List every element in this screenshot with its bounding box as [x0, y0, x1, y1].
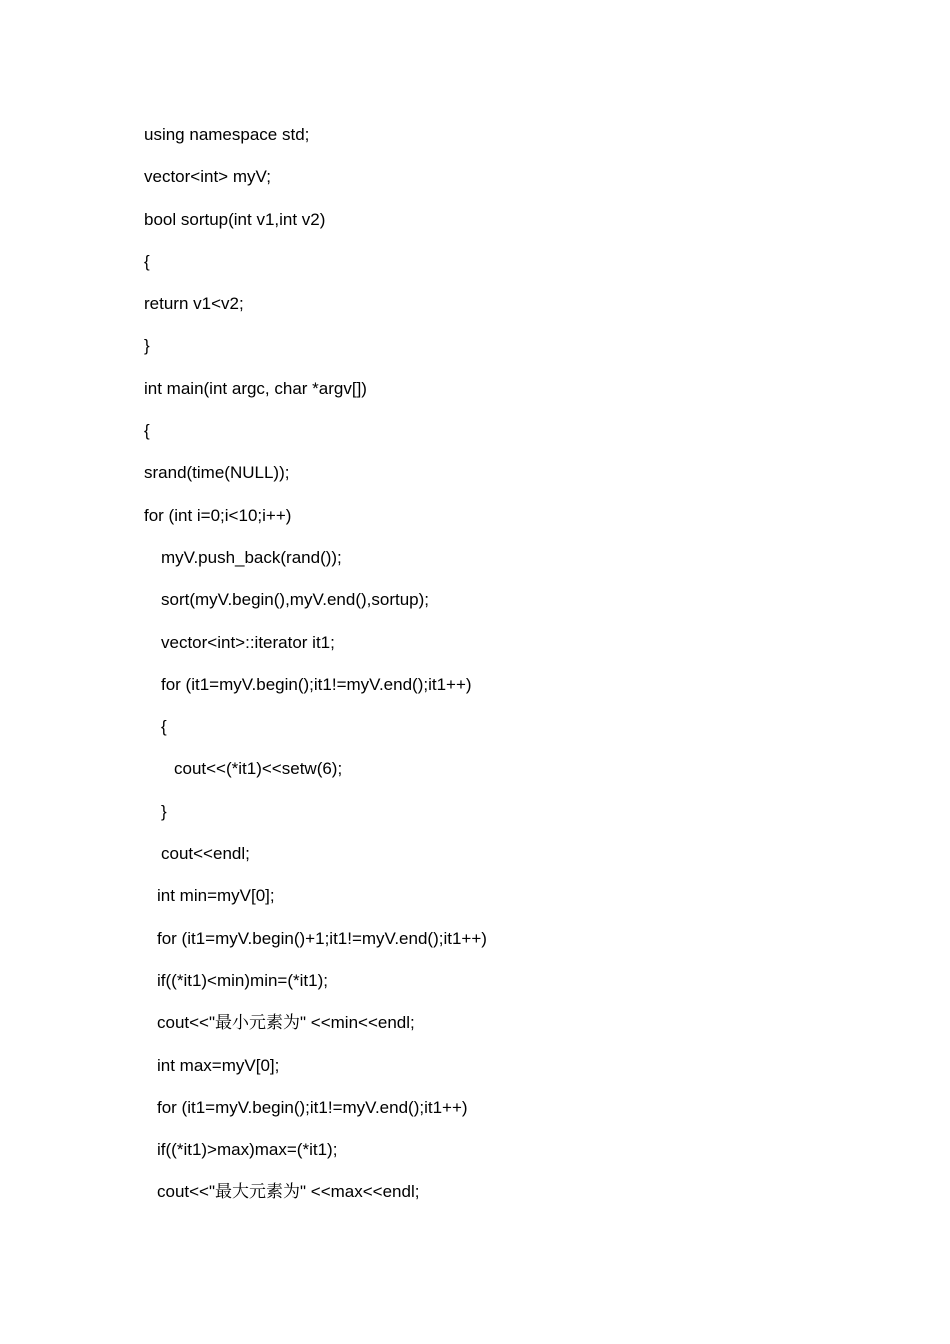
- code-line-17: }: [161, 801, 167, 821]
- code-line-1: using namespace std;: [144, 125, 310, 144]
- code-line-3: bool sortup(int v1,int v2): [144, 209, 326, 229]
- code-line-4: {: [144, 251, 150, 271]
- code-line-7: int main(int argc, char *argv[]): [144, 378, 367, 398]
- code-line-9: srand(time(NULL));: [144, 463, 290, 483]
- code-line-22: cout<<"最小元素为" <<min<<endl;: [157, 1013, 415, 1033]
- code-line-12: sort(myV.begin(),myV.end(),sortup);: [161, 590, 430, 610]
- code-line-23: int max=myV[0];: [157, 1055, 280, 1075]
- code-listing: [144, 120, 884, 1220]
- code-line-19: int min=myV[0];: [157, 886, 275, 906]
- code-line-10: for (int i=0;i<10;i++): [144, 505, 292, 525]
- code-line-14: for (it1=myV.begin();it1!=myV.end();it1++): [161, 674, 472, 694]
- code-line-11: myV.push_back(rand());: [161, 547, 342, 567]
- code-line-8: {: [144, 421, 150, 441]
- code-line-25: if((*it1)>max)max=(*it1);: [157, 1140, 338, 1160]
- code-line-13: vector<int>::iterator it1;: [161, 632, 335, 652]
- code-line-26: cout<<"最大元素为" <<max<<endl;: [157, 1182, 420, 1202]
- code-line-5: return v1<v2;: [144, 294, 244, 314]
- code-line-18: cout<<endl;: [161, 844, 250, 864]
- code-line-2: vector<int> myV;: [144, 167, 271, 187]
- code-line-15: {: [161, 717, 167, 737]
- code-line-21: if((*it1)<min)min=(*it1);: [157, 970, 328, 990]
- code-line-20: for (it1=myV.begin()+1;it1!=myV.end();it1++): [157, 928, 487, 948]
- code-line-24: for (it1=myV.begin();it1!=myV.end();it1++): [157, 1097, 468, 1117]
- code-line-6: }: [144, 336, 150, 356]
- code-line-16: cout<<(*it1)<<setw(6);: [174, 759, 343, 779]
